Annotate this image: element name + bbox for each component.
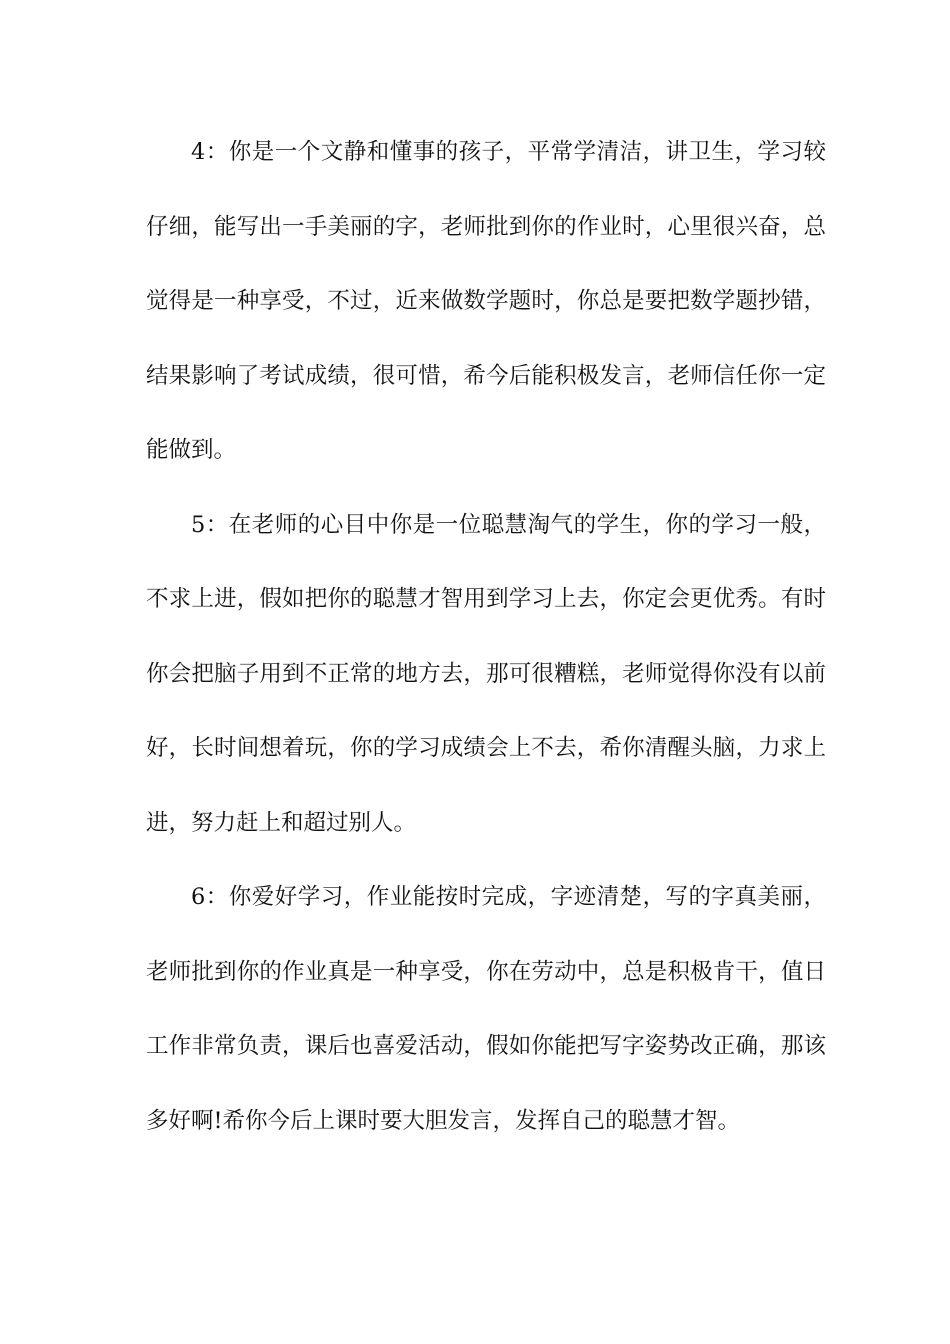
document-body	[146, 115, 826, 1158]
paragraph-comment-6: 6：你爱好学习，作业能按时完成，字迹清楚，写的字真美丽，老师批到你的作业真是一种享受，你在劳动中，总是积极肯干，值日工作非常负责，课后也喜爱活动，假如你能把写字姿势改正确，那该多好啊!希你今后上课时要大胆发言，发挥自己的聪慧才智。	[146, 884, 826, 1134]
paragraph-comment-5: 5：在老师的心目中你是一位聪慧淘气的学生，你的学习一般，不求上进，假如把你的聪慧才智用到学习上去，你定会更优秀。有时你会把脑子用到不正常的地方去，那可很糟糕，老师觉得你没有以前好，长时间想着玩，你的学习成绩会上不去，希你清醒头脑，力求上进，努力赶上和超过别人。	[146, 511, 826, 836]
paragraph-comment-4: 4：你是一个文静和懂事的孩子，平常学清洁，讲卫生，学习较仔细，能写出一手美丽的字，老师批到你的作业时，心里很兴奋，总觉得是一种享受，不过，近来做数学题时，你总是要把数学题抄错，结果影响了考试成绩，很可惜，希今后能积极发言，老师信任你一定能做到。	[146, 139, 826, 463]
